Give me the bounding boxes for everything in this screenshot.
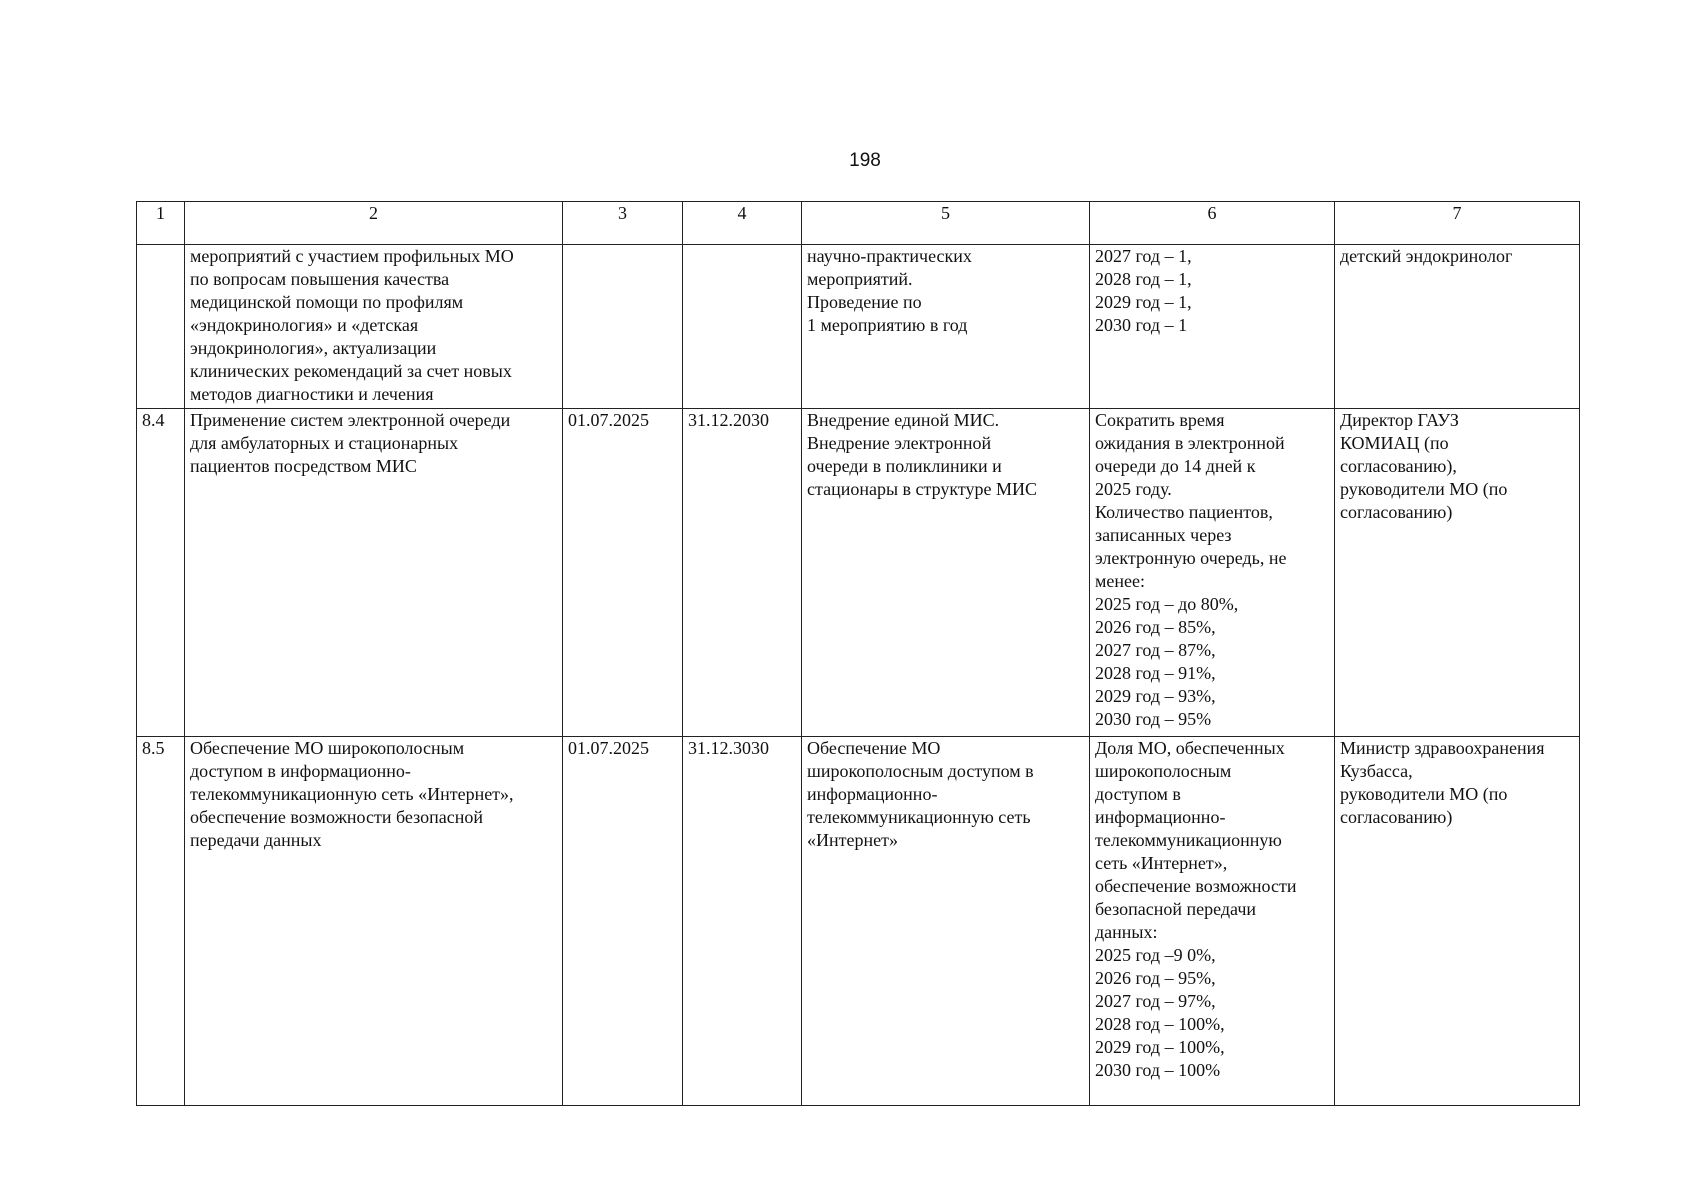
result-cell <box>802 245 1090 409</box>
cell-line: очереди в поликлиники и <box>807 456 1002 476</box>
column-number: 2 <box>185 202 563 245</box>
activity-cell <box>185 737 563 1106</box>
cell-line: Директор ГАУЗ <box>1340 410 1459 430</box>
cell-line: 2028 год – 91%, <box>1095 663 1216 683</box>
cell-line: 2025 год – до 80%, <box>1095 594 1239 614</box>
cell-line: согласованию) <box>1340 502 1453 522</box>
cell-line: методов диагностики и лечения <box>190 384 434 404</box>
cell-line: менее: <box>1095 571 1145 591</box>
cell-line: доступом в <box>1095 784 1181 804</box>
cell-line: 2030 год – 100% <box>1095 1060 1221 1080</box>
cell-line: 2027 год – 87%, <box>1095 640 1216 660</box>
column-number-row <box>137 202 1580 245</box>
cell-line: информационно- <box>1095 807 1226 827</box>
cell-line: детский эндокринолог <box>1340 246 1513 266</box>
cell-line: ожидания в электронной <box>1095 433 1285 453</box>
activity-cell <box>185 409 563 737</box>
cell-line: научно-практических <box>807 246 972 266</box>
cell-line: электронную очередь, не <box>1095 548 1287 568</box>
cell-line: передачи данных <box>190 830 322 850</box>
cell-line: пациентов посредством МИС <box>190 456 417 476</box>
cell-line: «Интернет» <box>807 830 898 850</box>
cell-line: доступом в информационно- <box>190 761 411 781</box>
responsible-cell <box>1335 737 1580 1106</box>
cell-line: Количество пациентов, <box>1095 502 1273 522</box>
start-date: 01.07.2025 <box>563 409 683 737</box>
end-date: 31.12.2030 <box>683 409 802 737</box>
cell-line: по вопросам повышения качества <box>190 269 450 289</box>
cell-line: «эндокринология» и «детская <box>190 315 419 335</box>
column-number: 7 <box>1335 202 1580 245</box>
end-date: 31.12.3030 <box>683 737 802 1106</box>
cell-line: Министр здравоохранения <box>1340 738 1545 758</box>
cell-line: мероприятий с участием профильных МО <box>190 246 514 266</box>
table-row <box>137 409 1580 737</box>
responsible-cell <box>1335 409 1580 737</box>
cell-line: 2030 год – 1 <box>1095 315 1188 335</box>
end-date <box>683 245 802 409</box>
cell-line: Сократить время <box>1095 410 1225 430</box>
cell-line: 2026 год – 85%, <box>1095 617 1216 637</box>
page-number: 198 <box>849 150 881 171</box>
column-number: 1 <box>137 202 185 245</box>
cell-line: обеспечение возможности безопасной <box>190 807 484 827</box>
cell-line: стационары в структуре МИС <box>807 479 1038 499</box>
cell-line: 2029 год – 1, <box>1095 292 1192 312</box>
cell-line: данных: <box>1095 922 1158 942</box>
cell-line: Кузбасса, <box>1340 761 1413 781</box>
cell-line: информационно- <box>807 784 938 804</box>
cell-line: широкополосным <box>1095 761 1232 781</box>
cell-line: телекоммуникационную сеть «Интернет», <box>190 784 514 804</box>
cell-line: Внедрение единой МИС. <box>807 410 1000 430</box>
cell-line: записанных через <box>1095 525 1232 545</box>
cell-line: безопасной передачи <box>1095 899 1256 919</box>
cell-line: Применение систем электронной очереди <box>190 410 511 430</box>
cell-line: медицинской помощи по профилям <box>190 292 464 312</box>
result-cell <box>802 409 1090 737</box>
cell-line: клинических рекомендаций за счет новых <box>190 361 512 381</box>
column-number: 3 <box>563 202 683 245</box>
responsible-cell <box>1335 245 1580 409</box>
cell-line: Доля МО, обеспеченных <box>1095 738 1285 758</box>
cell-line: Проведение по <box>807 292 922 312</box>
cell-line: 2029 год – 100%, <box>1095 1037 1225 1057</box>
indicator-cell <box>1090 737 1335 1106</box>
result-cell <box>802 737 1090 1106</box>
cell-line: 2030 год – 95% <box>1095 709 1212 729</box>
column-number: 4 <box>683 202 802 245</box>
cell-line: КОМИАЦ (по <box>1340 433 1449 453</box>
table-row <box>137 245 1580 409</box>
cell-line: руководители МО (по <box>1340 479 1508 499</box>
cell-line: Обеспечение МО широкополосным <box>190 738 465 758</box>
cell-line: широкополосным доступом в <box>807 761 1034 781</box>
cell-line: 1 мероприятию в год <box>807 315 968 335</box>
cell-line: 2027 год – 1, <box>1095 246 1192 266</box>
plan-table <box>136 201 1580 1106</box>
cell-line: 2025 год –9 0%, <box>1095 945 1216 965</box>
cell-line: 2025 году. <box>1095 479 1172 499</box>
cell-line: 2028 год – 100%, <box>1095 1014 1225 1034</box>
column-number: 5 <box>802 202 1090 245</box>
table-row <box>137 737 1580 1106</box>
cell-line: 2027 год – 97%, <box>1095 991 1216 1011</box>
activity-cell <box>185 245 563 409</box>
cell-line: обеспечение возможности <box>1095 876 1297 896</box>
cell-line: Обеспечение МО <box>807 738 941 758</box>
cell-line: согласованию), <box>1340 456 1457 476</box>
cell-line: эндокринология», актуализации <box>190 338 437 358</box>
cell-line: телекоммуникационную сеть <box>807 807 1031 827</box>
item-number: 8.5 <box>137 737 185 1106</box>
cell-line: 2029 год – 93%, <box>1095 686 1216 706</box>
cell-line: очереди до 14 дней к <box>1095 456 1256 476</box>
cell-line: для амбулаторных и стационарных <box>190 433 459 453</box>
item-number: 8.4 <box>137 409 185 737</box>
cell-line: Внедрение электронной <box>807 433 992 453</box>
start-date: 01.07.2025 <box>563 737 683 1106</box>
cell-line: согласованию) <box>1340 807 1453 827</box>
cell-line: 2028 год – 1, <box>1095 269 1192 289</box>
indicator-cell <box>1090 245 1335 409</box>
item-number <box>137 245 185 409</box>
cell-line: мероприятий. <box>807 269 913 289</box>
indicator-cell <box>1090 409 1335 737</box>
cell-line: телекоммуникационную <box>1095 830 1282 850</box>
cell-line: 2026 год – 95%, <box>1095 968 1216 988</box>
start-date <box>563 245 683 409</box>
cell-line: руководители МО (по <box>1340 784 1508 804</box>
cell-line: сеть «Интернет», <box>1095 853 1228 873</box>
column-number: 6 <box>1090 202 1335 245</box>
